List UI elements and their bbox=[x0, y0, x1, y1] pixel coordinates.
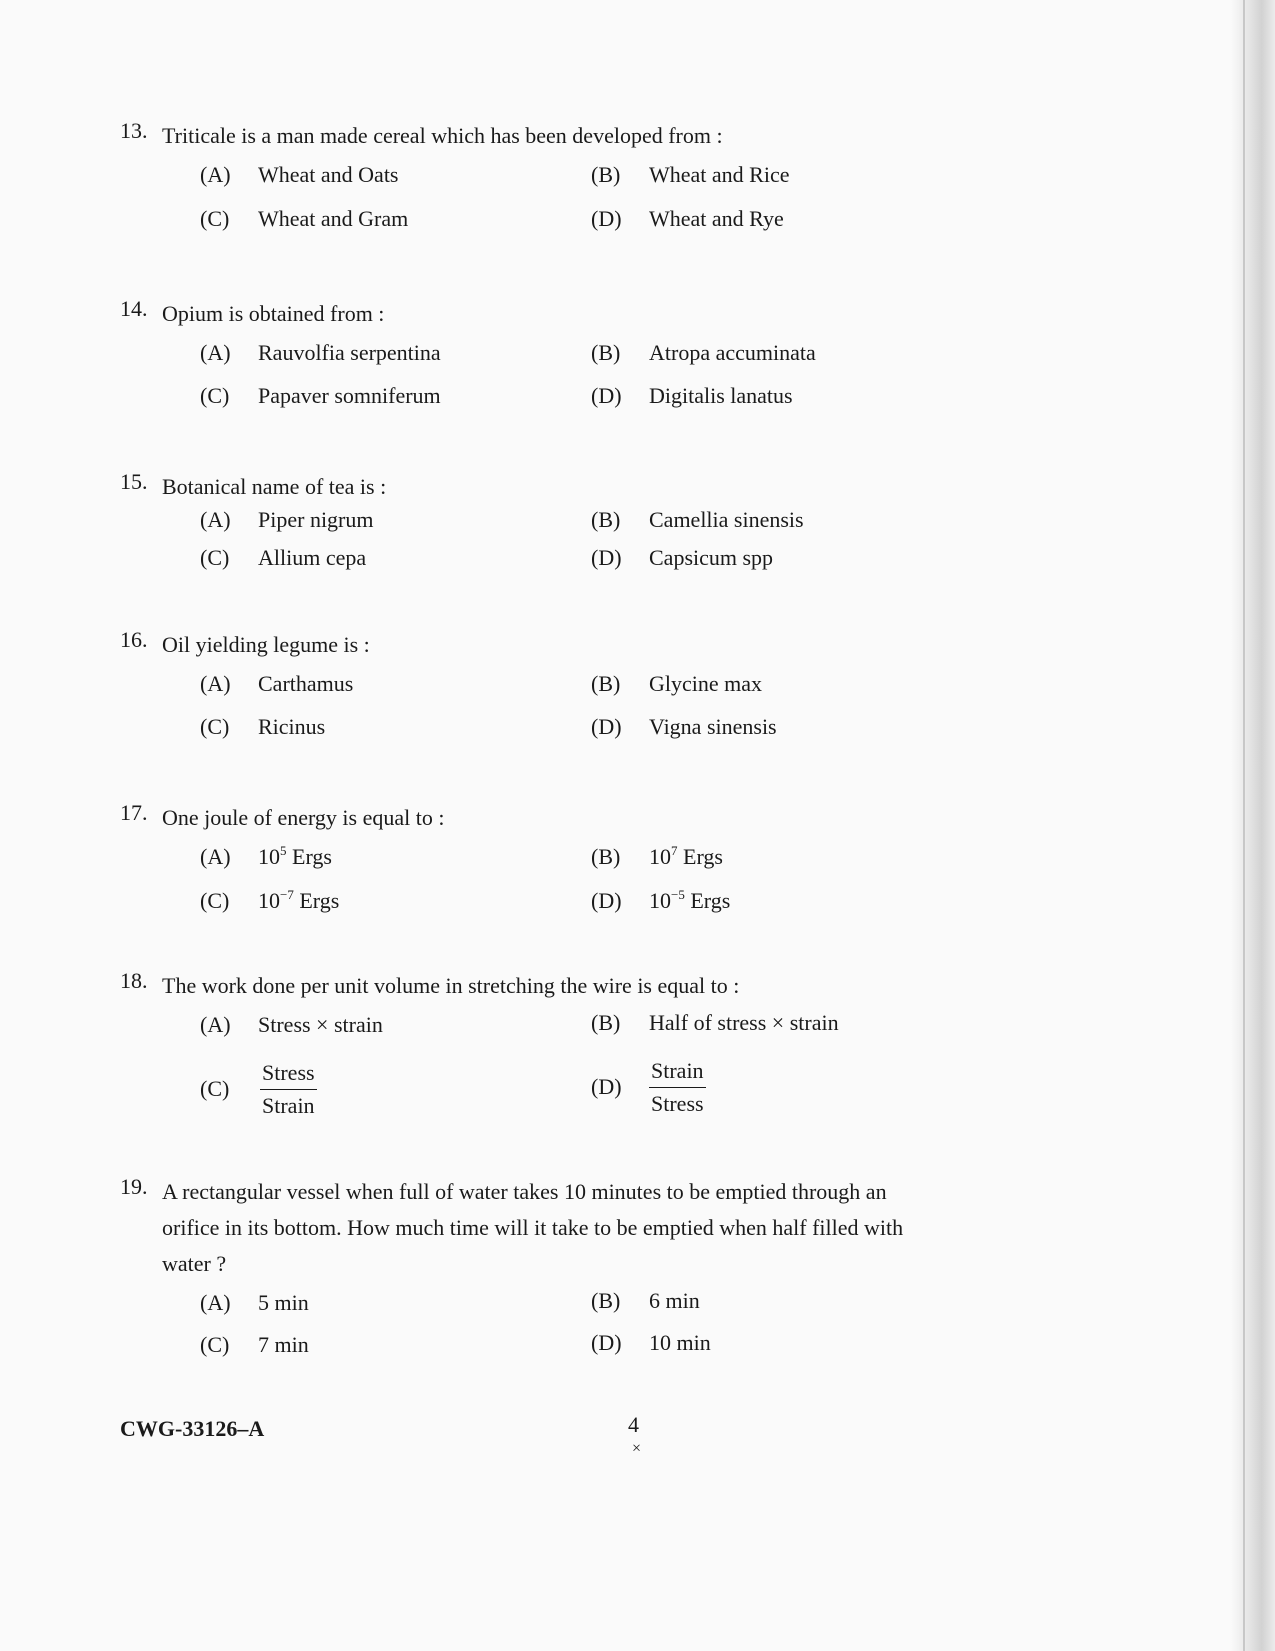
question-number: 15. bbox=[120, 469, 148, 494]
option-text: Glycine max bbox=[649, 671, 763, 696]
option-text: Atropa accuminata bbox=[649, 340, 816, 365]
question-number: 16. bbox=[120, 627, 148, 652]
option-text: Capsicum spp bbox=[649, 545, 774, 570]
option-label: (D) bbox=[591, 714, 622, 739]
question-text: One joule of energy is equal to : bbox=[162, 805, 445, 830]
option-text: Papaver somniferum bbox=[258, 383, 441, 408]
page-mark: × bbox=[632, 1440, 642, 1457]
option-label: (B) bbox=[591, 671, 621, 696]
option-text: Digitalis lanatus bbox=[649, 383, 793, 408]
fraction-numerator: Stress bbox=[260, 1060, 317, 1090]
option-text: $10^7$ Ergs bbox=[649, 843, 723, 869]
option-label: (A) bbox=[200, 507, 231, 532]
option-label: (B) bbox=[591, 162, 621, 187]
page-edge-line bbox=[1243, 0, 1245, 1651]
option-label: (D) bbox=[591, 888, 622, 913]
fraction-numerator: Strain bbox=[649, 1058, 706, 1088]
option-text: Wheat and Oats bbox=[258, 162, 399, 187]
option-text: Camellia sinensis bbox=[649, 507, 804, 532]
option-label: (B) bbox=[591, 1288, 621, 1313]
page-number: 4 bbox=[628, 1412, 639, 1437]
option-text: 7 min bbox=[258, 1332, 309, 1357]
option-label: (A) bbox=[200, 162, 231, 187]
option-label: (D) bbox=[591, 1074, 622, 1099]
option-label: (D) bbox=[591, 1330, 622, 1355]
option-label: (B) bbox=[591, 507, 621, 532]
option-fraction bbox=[260, 1060, 317, 1119]
option-label: (A) bbox=[200, 1012, 231, 1037]
option-label: (C) bbox=[200, 545, 230, 570]
option-text: Wheat and Gram bbox=[258, 206, 409, 231]
question-text: Botanical name of tea is : bbox=[162, 474, 387, 499]
option-label: (A) bbox=[200, 671, 231, 696]
option-text: Rauvolfia serpentina bbox=[258, 340, 441, 365]
question-number: 18. bbox=[120, 968, 148, 993]
option-text: 6 min bbox=[649, 1288, 700, 1313]
option-label: (B) bbox=[591, 340, 621, 365]
question-number: 13. bbox=[120, 118, 148, 143]
option-text: Half of stress × strain bbox=[649, 1010, 839, 1035]
option-text: Piper nigrum bbox=[258, 507, 374, 532]
option-text: Carthamus bbox=[258, 671, 354, 696]
question-text: Opium is obtained from : bbox=[162, 301, 385, 326]
option-label: (C) bbox=[200, 383, 230, 408]
option-text: Vigna sinensis bbox=[649, 714, 777, 739]
option-text: 10 min bbox=[649, 1330, 711, 1355]
option-text: $10^5$ Ergs bbox=[258, 843, 332, 869]
option-text: Wheat and Rye bbox=[649, 206, 784, 231]
option-label: (C) bbox=[200, 1332, 230, 1357]
option-label: (B) bbox=[591, 1010, 621, 1035]
option-text: Stress × strain bbox=[258, 1012, 383, 1037]
option-label: (A) bbox=[200, 1290, 231, 1315]
option-text: $10^{-5}$ Ergs bbox=[649, 887, 731, 913]
question-number: 19. bbox=[120, 1174, 148, 1199]
option-label: (C) bbox=[200, 1076, 230, 1101]
option-label: (A) bbox=[200, 340, 231, 365]
option-fraction bbox=[649, 1058, 706, 1117]
option-label: (C) bbox=[200, 714, 230, 739]
option-label: (D) bbox=[591, 206, 622, 231]
option-label: (A) bbox=[200, 844, 231, 869]
option-label: (B) bbox=[591, 844, 621, 869]
option-label: (C) bbox=[200, 206, 230, 231]
question-number: 17. bbox=[120, 800, 148, 825]
option-text: Ricinus bbox=[258, 714, 326, 739]
option-text: $10^{-7}$ Ergs bbox=[258, 887, 340, 913]
option-text: 5 min bbox=[258, 1290, 309, 1315]
question-text: Oil yielding legume is : bbox=[162, 632, 370, 657]
page-edge-shadow bbox=[1231, 0, 1275, 1651]
option-label: (D) bbox=[591, 545, 622, 570]
question-text: A rectangular vessel when full of water takes 10 minutes to be emptied through an orifice in its bottom. How much time will it take to be emptied when half filled with water ? bbox=[162, 1179, 904, 1276]
question-number: 14. bbox=[120, 296, 148, 321]
option-text: Allium cepa bbox=[258, 545, 367, 570]
fraction-denominator: Strain bbox=[262, 1093, 315, 1118]
option-text: Wheat and Rice bbox=[649, 162, 790, 187]
question-text: The work done per unit volume in stretching the wire is equal to : bbox=[162, 973, 740, 998]
option-label: (D) bbox=[591, 383, 622, 408]
paper-code: CWG-33126–A bbox=[120, 1416, 265, 1441]
question-text: Triticale is a man made cereal which has been developed from : bbox=[162, 123, 723, 148]
fraction-denominator: Stress bbox=[651, 1091, 704, 1116]
option-label: (C) bbox=[200, 888, 230, 913]
